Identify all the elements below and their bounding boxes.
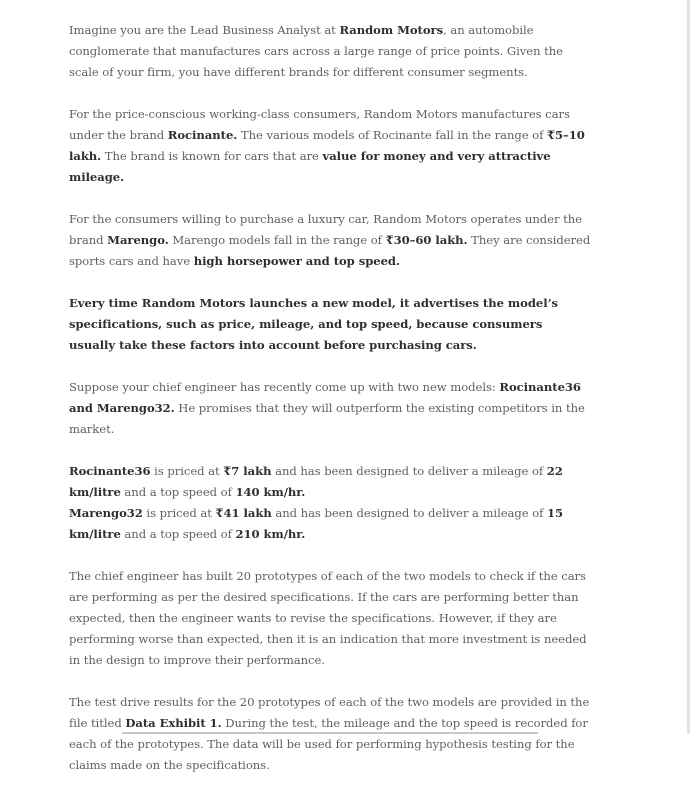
model-names: Rocinante36 and Marengo32. bbox=[69, 380, 581, 415]
model-name: Marengo32 bbox=[69, 506, 143, 520]
paragraph-rocinante36-specs bbox=[69, 461, 591, 503]
mileage: 22 km/litre bbox=[69, 464, 563, 499]
text: is priced at bbox=[142, 506, 216, 520]
mileage: 15 km/litre bbox=[69, 506, 564, 541]
brand-feature: high horsepower and top speed. bbox=[193, 254, 400, 268]
text: and has been designed to deliver a mileage of bbox=[271, 506, 548, 520]
text: is priced at bbox=[150, 464, 224, 478]
text: The chief engineer has built 20 prototypes of each of the two models to check if the cars are performing as per the desired specifications. If the cars are performing better than expected, then the engineer wants to revise the specifications. However, if they are performing worse than expected, then it is an indication that more investment is needed in the design to improve their performance. bbox=[69, 569, 587, 667]
model-name: Rocinante36 bbox=[69, 464, 151, 478]
price: ₹7 lakh bbox=[223, 464, 272, 478]
page-title bbox=[69, 0, 591, 2]
brand-feature: value for money and very attractive mileage. bbox=[69, 149, 551, 184]
text: The brand is known for cars that are bbox=[101, 149, 323, 163]
text: During the test, the mileage and the top speed is recorded for each of the prototypes. The data will be used for performing hypothesis testing for the claims made on the specifications. bbox=[69, 716, 588, 772]
text: He promises that they will outperform the existing competitors in the market. bbox=[69, 401, 585, 436]
company-name: Random Motors bbox=[339, 23, 444, 37]
text: They are considered sports cars and have bbox=[69, 233, 591, 268]
paragraph-new-models bbox=[69, 377, 591, 440]
paragraph-marengo-brand bbox=[69, 209, 591, 272]
data-exhibit-reference: Data Exhibit 1. bbox=[125, 716, 222, 730]
text: Marengo models fall in the range of bbox=[168, 233, 386, 247]
paragraph-advertising bbox=[69, 293, 591, 356]
price-range: ₹5–10 lakh. bbox=[69, 128, 585, 163]
paragraph-prototypes bbox=[69, 566, 591, 671]
text: Imagine you are the Lead Business Analyst at bbox=[69, 23, 340, 37]
text: For the consumers willing to purchase a luxury car, Random Motors operates under the brand bbox=[69, 212, 582, 247]
text: and a top speed of bbox=[120, 485, 236, 499]
price-range: ₹30–60 lakh. bbox=[385, 233, 468, 247]
text: and has been designed to deliver a mileage of bbox=[271, 464, 547, 478]
advertising-statement: Every time Random Motors launches a new model, it advertises the model’s specifications, such as price, mileage, and top speed, because consumers usually take these factors into account before purchasing cars. bbox=[69, 296, 559, 352]
text: , an automobile conglomerate that manufactures cars across a large range of price points. Given the scale of your firm, you have different brands for different consumer segments. bbox=[69, 23, 563, 79]
text: The test drive results for the 20 prototypes of each of the two models are provided in the file titled bbox=[69, 695, 590, 730]
price: ₹41 lakh bbox=[215, 506, 272, 520]
paragraph-test-results bbox=[69, 692, 591, 776]
paragraph-rocinante-brand bbox=[69, 104, 591, 188]
top-speed: 140 km/hr. bbox=[235, 485, 306, 499]
text: The various models of Rocinante fall in the range of bbox=[237, 128, 547, 142]
brand-name: Rocinante. bbox=[167, 128, 238, 142]
text: For the price-conscious working-class consumers, Random Motors manufactures cars under the brand bbox=[69, 107, 570, 142]
paragraph-intro bbox=[69, 20, 591, 83]
text: and a top speed of bbox=[120, 527, 236, 541]
top-speed: 210 km/hr. bbox=[235, 527, 306, 541]
paragraph-marengo32-specs bbox=[69, 503, 591, 545]
text: Suppose your chief engineer has recently come up with two new models: bbox=[69, 380, 500, 394]
article-content bbox=[69, 0, 591, 797]
brand-name: Marengo. bbox=[107, 233, 169, 247]
